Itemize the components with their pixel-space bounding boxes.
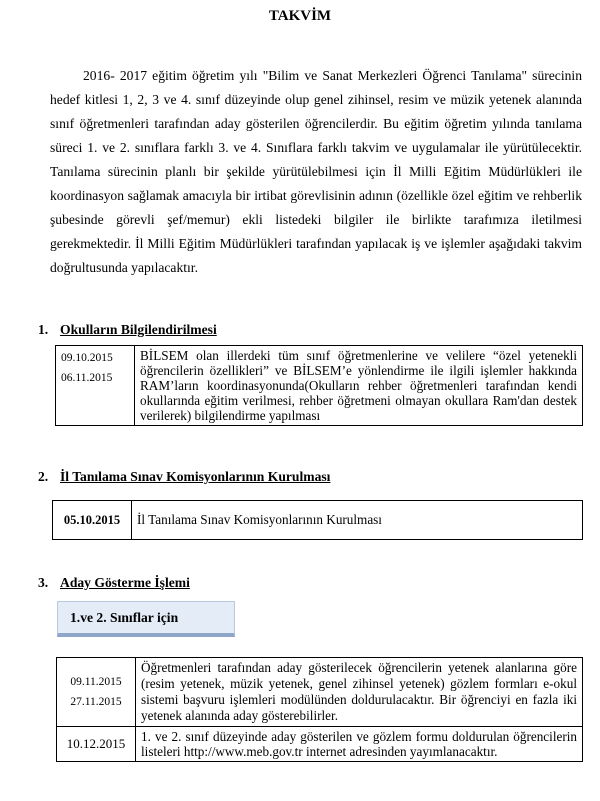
section-2-table bbox=[52, 500, 583, 540]
grade-banner bbox=[57, 601, 235, 637]
section-title: İl Tanılama Sınav Komisyonlarının Kurulması bbox=[60, 469, 331, 484]
table-row bbox=[53, 501, 583, 540]
start-date: 09.10.2015 bbox=[61, 352, 113, 364]
date-range-cell bbox=[57, 658, 136, 727]
table-row bbox=[57, 727, 583, 762]
section-title: Aday Gösterme İşlemi bbox=[60, 575, 190, 590]
start-date: 09.11.2015 bbox=[70, 676, 122, 688]
description-cell: BİLSEM olan illerdeki tüm sınıf öğretmenlerine ve velilere “özel yetenekli öğrencilerin özellikleri” ve BİLSEM’e yönlendirme ile ilgili işlemler hakkında RAM’ların koordinasyonunda(Okulların rehber öğretmenleri tarafından kendi okullarında eğitim verilmesi, rehber öğretmeni olmayan okullara Ram'dan destek verilerek) bilgilendirme yapılması bbox=[135, 346, 583, 426]
section-3-table bbox=[56, 657, 583, 762]
description-cell: 1. ve 2. sınıf düzeyinde aday gösterilen ve gözlem formu doldurulan öğrencilerin listeleri http://www.meb.gov.tr internet adresinden yayımlanacaktır. bbox=[136, 727, 583, 762]
end-date: 27.11.2015 bbox=[70, 696, 122, 708]
table-row bbox=[56, 346, 583, 426]
section-number: 2. bbox=[38, 469, 49, 484]
section-1-heading bbox=[38, 322, 217, 338]
banner-label: 1.ve 2. Sınıflar için bbox=[70, 609, 179, 625]
section-number: 1. bbox=[38, 322, 49, 337]
section-1-table bbox=[55, 345, 583, 426]
section-3-heading bbox=[38, 575, 190, 591]
description-cell: İl Tanılama Sınav Komisyonlarının Kurulması bbox=[132, 501, 583, 540]
section-number: 3. bbox=[38, 575, 49, 590]
section-title: Okulların Bilgilendirilmesi bbox=[60, 322, 217, 337]
date-cell: 10.12.2015 bbox=[57, 727, 136, 762]
date-range-cell bbox=[56, 346, 135, 426]
section-2-heading bbox=[38, 469, 330, 485]
end-date: 06.11.2015 bbox=[61, 372, 113, 384]
table-row bbox=[57, 658, 583, 727]
date-cell: 05.10.2015 bbox=[53, 501, 132, 540]
page-title: TAKVİM bbox=[268, 8, 332, 24]
intro-paragraph: 2016- 2017 eğitim öğretim yılı "Bilim ve Sanat Merkezleri Öğrenci Tanılama" sürecinin hedef kitlesi 1, 2, 3 ve 4. sınıf düzeyinde olup genel zihinsel, resim ve müzik yetenek alanında sınıf öğretmenleri tarafından aday gösterilen öğrencilerdir. Bu eğitim öğretim yılında tanılama süreci 1. ve 2. sınıflara farklı 3. ve 4. Sınıflara farklı takvim ve uygulamalar ile yürütülecektir. Tanılama sürecinin planlı bir şekilde yürütülebilmesi için İl Milli Eğitim Müdürlükleri ile koordinasyon sağlamak amacıyla bir irtibat görevlisinin adının (özellikle özel eğitim ve rehberlik şubesinde görevli şef/memur) ekli listedeki bilgiler ile birlikte tarafımıza iletilmesi gerekmektedir. İl Milli Eğitim Müdürlükleri tarafından yapılacak iş ve işlemler aşağıdaki takvim doğrultusunda yapılacaktır. bbox=[50, 68, 582, 275]
description-cell: Öğretmenleri tarafından aday gösterilecek öğrencilerin yetenek alanlarına göre (resim yetenek, müzik yetenek, genel zihinsel yetenek) gözlem formları e-okul sistemi başvuru işlemleri modülünden doldurulacaktır. Bir öğrenciyi en fazla iki yetenek alanında aday gösterebilirler. bbox=[136, 658, 583, 727]
